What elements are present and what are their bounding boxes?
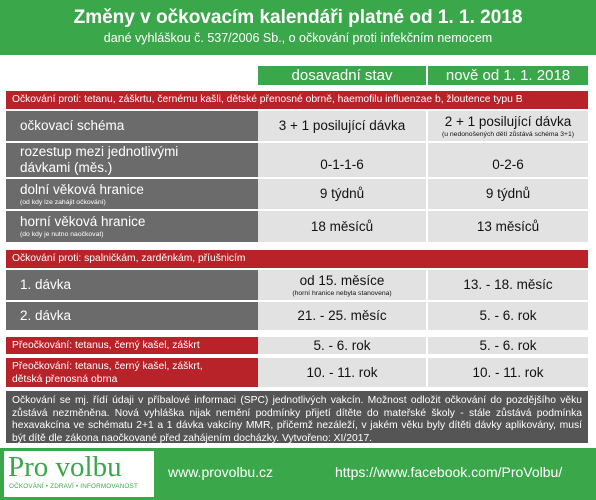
cell-value: 9 týdnů: [485, 186, 531, 201]
row-label-text: 1. dávka: [20, 277, 72, 292]
cell-previous-revaccination-2: [258, 358, 426, 387]
row-label-text: dolní věková hranice: [20, 181, 144, 197]
footer-bar: [0, 448, 596, 500]
cell-previous-upper-age: [258, 211, 426, 242]
row-label-dose-2: [6, 302, 258, 330]
row-label-upper-age: [6, 211, 258, 242]
logo-name: Pro volbu: [8, 451, 122, 483]
logo-tagline: OČKOVÁNÍ • ZDRAVÍ • INFORMOVANOST: [9, 483, 139, 490]
cell-new-interval: [428, 143, 588, 177]
row-label-text: horní věková hranice: [20, 214, 146, 229]
column-header-new: nově od 1. 1. 2018: [428, 66, 588, 85]
cell-value: 9 týdnů: [319, 186, 365, 201]
cell-value: 18 měsíců: [310, 218, 374, 234]
section1-heading: Očkování proti: tetanu, záškrtu, černému kašli, dětské přenosné obrně, haemofilu influenzae b, žloutence typu B: [6, 91, 588, 109]
column-header-previous: dosavadní stav: [258, 66, 426, 85]
cell-previous-dose-1: [258, 270, 426, 300]
cell-value: 21. - 25. měsíc: [297, 308, 387, 323]
cell-previous-revaccination-1: [258, 337, 426, 354]
cell-new-dose-2: [428, 302, 588, 330]
cell-note: (horní hranice nebyla stanovena): [292, 289, 392, 297]
website-link[interactable]: www.provolbu.cz: [168, 464, 274, 480]
cell-value: 13 měsíců: [476, 218, 540, 234]
cell-value: 13. - 18. měsíc: [463, 277, 553, 292]
cell-new-upper-age: [428, 211, 588, 242]
page-subtitle: dané vyhláškou č. 537/2006 Sb., o očkování proti infekčním nemocem: [103, 31, 493, 45]
facebook-link[interactable]: https://www.facebook.com/ProVolbu/: [335, 464, 563, 480]
cell-note: (u nedonošených dětí zůstává schéma 3+1): [441, 130, 575, 138]
header-banner: [0, 0, 596, 55]
row-label-dose-1: [6, 270, 258, 300]
cell-value: 10. - 11. rok: [306, 364, 378, 380]
row-label-schedule: [6, 111, 258, 141]
cell-previous-interval: [258, 143, 426, 177]
row-label-text: 2. dávka: [20, 308, 72, 323]
cell-value: 2 + 1 posilující dávka: [444, 113, 572, 129]
row-label-note: (od kdy lze zahájit očkování): [20, 198, 106, 206]
cell-value: 0-1-1-6: [320, 157, 364, 172]
cell-value: 0-2-6: [492, 157, 524, 172]
row-label-interval: [6, 143, 258, 177]
cell-previous-schedule: [258, 111, 426, 141]
cell-value: 5. - 6. rok: [479, 337, 537, 353]
cell-new-dose-1: [428, 270, 588, 300]
cell-value: 5. - 6. rok: [479, 308, 537, 323]
footnote: Očkování se mj. řídí údaji v příbalové informaci (SPC) jednotlivých vakcín. Možnost odložit očkování do pozdějšího věku zůstává nezměněna. Nová vyhláška nijak nemění podmínky přijetí dítěte do mateřské školy - stále zůstává podmínka hexavakcína ve schématu 2+1 a 1 dávka vakcíny MMR, přičemž nezáleží, v jakém věku byly dítěti dávky aplikovány, musí být dítě dle zákona naočkované před zahájením docházky. Vytvořeno: XI/2017.: [6, 391, 588, 443]
row-label-lower-age: [6, 179, 258, 209]
cell-value: 10. - 11. rok: [472, 364, 544, 380]
row-label-text: rozestup mezi jednotlivými dávkami (měs.): [20, 144, 179, 175]
pro-volbu-logo: [4, 451, 154, 497]
cell-value: 5. - 6. rok: [313, 337, 371, 353]
cell-new-revaccination-1: [428, 337, 588, 354]
revaccination-label-1: Přeočkování: tetanus, černý kašel, záškrt: [6, 337, 258, 354]
row-label-text: očkovací schéma: [20, 118, 125, 133]
cell-new-lower-age: [428, 179, 588, 209]
cell-value: 3 + 1 posilující dávka: [278, 118, 406, 133]
revaccination-label-2: Přeočkování: tetanus, černý kašel, záškrt, dětská přenosná obrna: [6, 358, 258, 387]
row-label-note: (do kdy je nutno naočkovat): [20, 231, 104, 238]
cell-new-revaccination-2: [428, 358, 588, 387]
page-title: Změny v očkovacím kalendáři platné od 1. 1. 2018: [73, 7, 523, 28]
cell-new-schedule: [428, 111, 588, 141]
cell-previous-dose-2: [258, 302, 426, 330]
section2-heading: Očkování proti: spalničkám, zarděnkám, příušnicím: [6, 250, 588, 268]
cell-previous-lower-age: [258, 179, 426, 209]
cell-value: od 15. měsíce: [299, 272, 385, 288]
